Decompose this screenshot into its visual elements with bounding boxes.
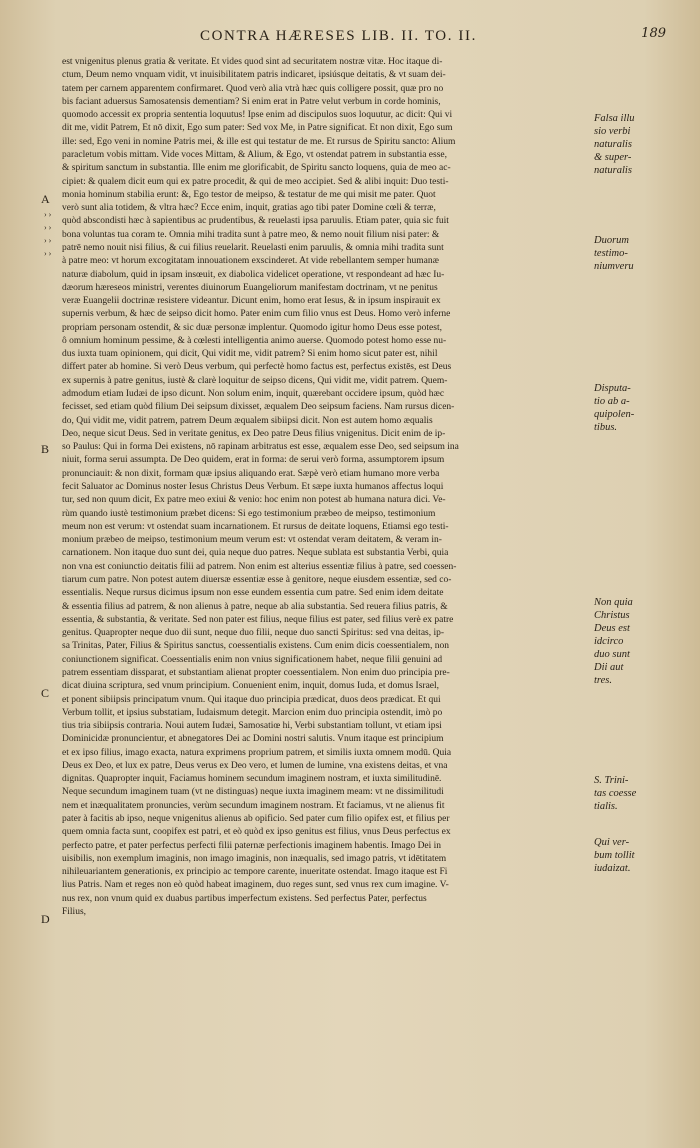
text-line: tius tria sibiipsis contraria. Noui autem Iudæi, Samosatiœ hi, Verbi substantiam tollunt, vt etiam ipsi [62, 721, 442, 732]
text-line: Verbum tollit, et ipsius substatiam, Iudaismum detegit. Marcion enim duo principia ostendit, imò po [62, 707, 443, 718]
section-letter-b: B [41, 442, 50, 456]
text-line: & spiritum sanctum in substantia. Ille enim me glorificabit, de Spiritu sancto loquens, quia de meo ac- [62, 163, 451, 174]
margin-note-line: Falsa illu [594, 113, 635, 124]
margin-note-line: testimo- [594, 248, 628, 259]
text-line: est vnigenitus plenus gratia & veritate. Et vides quod sint ad securitatem nostræ vitæ. Hoc itaque di- [62, 57, 443, 67]
text-line: paracletum vobis mittam. Vide voces Mittam, & Alium, & Ego, vt ostendat patrem in substantia esse, [62, 149, 447, 160]
text-line: et ponent sibiipsis principatum vnum. Qui itaque duo principia prædicat, duos deos prædicat. Et qui [62, 694, 441, 705]
margin-note-line: Qui ver- [594, 837, 630, 848]
margin-note [594, 596, 656, 687]
text-line: patrem essentiam dissparat, et substantiam alienat propter coessentialem. Non enim duo principia pre- [62, 667, 450, 678]
text-line: so Paulus: Qui in forma Dei existens, nō rapinam arbitratus est esse, æqualem esse Deo, sed seipsum ina [62, 442, 459, 453]
text-line: naturæ diabolum, quid in ipsam insœuit, ex diabolica videlicet operatione, vt respondeant ad hæc Iu- [62, 269, 445, 280]
text-line: tur, sed non quum dicit, Ex patre meo exiui & venio: hoc enim non potest ab humana natura dici. Ve- [62, 495, 446, 506]
margin-note [594, 234, 656, 273]
margin-note-line: naturalis [594, 165, 632, 176]
margin-note-line: iudaizat. [594, 863, 631, 874]
section-letter-a: A [41, 192, 50, 206]
margin-note-line: S. Trini- [594, 775, 629, 786]
text-line: ex supernis à patre genitus, iustè & clarè loquitur de seipso dicens, Qui vidit me, vidit patrem. Quem- [62, 375, 448, 386]
main-text-column [62, 56, 587, 919]
text-line: et ex ipso filius, imago exacta, natura exprimens proprium patrem, et similis iuxta omnem modū. Quia [62, 747, 452, 758]
text-line: tatem per carnem apparentem confirmaret. Quod verò alia vtrà hæc quis colligere possit, quæ pro no [62, 83, 444, 94]
text-line: nihileuariantem generationis, ex principio ac tempore carente, inueritate ostendat. Imago itaque est Fi [62, 867, 448, 878]
text-line: supernis verbum, & hæc de seipso dicit homo. Pater enim cum filio vnus est Deus. Homo verò inferne [62, 309, 451, 320]
margin-note [594, 836, 656, 875]
text-line: Deo, neque sicut Deus. Sed in veritate genitus, ex Deo patre Deus filius vnigenitus. Dicit enim de ip- [62, 428, 446, 439]
text-line: Dominicidæ pronuncientur, et abnegatores Dei ac Domini nostri salutis. Vnum itaque est principium [62, 734, 444, 745]
margin-note-line: & super- [594, 152, 632, 163]
page-number: 189 [641, 26, 666, 41]
text-line: essentia, & substantia, & veritate. Sed non pater est filius, neque filius est pater, sed filius verè ex patre [62, 614, 454, 625]
text-line: quòd abscondisti hæc à sapientibus ac prudentibus, & reuelasti ipsa paruulis. Etiam pater, quia sic fuit [62, 216, 449, 227]
text-line: quem omnia facta sunt, coopifex est patri, et eò quòd ex ipso genitus est filius, vnus Deus perfectus ex [62, 827, 451, 838]
text-line: rùm quando iustè testimonium præbet dicens: Si ego testimonium præbeo de meipso, testimonium [62, 508, 436, 519]
margin-note [594, 774, 656, 813]
margin-note-line: idcirco [594, 636, 624, 647]
margin-note-line: tres. [594, 675, 612, 686]
running-title: CONTRA HÆRESES LIB. II. TO. II. [200, 28, 477, 44]
text-line: fecisset, sed etiam quòd filium Dei seipsum dixisset, æqualem Deo seipsum faciens. Nam rursus dicen- [62, 402, 455, 413]
quote-mark: › › [44, 210, 52, 219]
text-line: bis faciant aduersus Samosatensis dementiam? Si enim erat in Patre velut verbum in corde hominis, [62, 96, 441, 107]
text-line: meum non est verum: vt ostendat suam incarnationem. Et rursus de deitate loquens, Etiamsi ego testi- [62, 521, 449, 532]
section-letter-c: C [41, 686, 50, 700]
text-line: propriam personam ostendit, & sic duæ personæ implentur. Quomodo igitur homo Deus esse potest, [62, 322, 442, 333]
text-line: sa Trinitas, Pater, Filius & Spiritus sanctus, coessentialis existens. Cum enim dicis coessentialem, non [62, 641, 449, 652]
text-line: ctum, Deum nemo vnquam vidit, vt inuisibilitatem patris indicaret, ipsiúsque deitatis, & vt suam dei- [62, 70, 446, 81]
margin-note-line: Duorum [594, 235, 630, 246]
text-line: differt pater ab homine. Si verò Deus verbum, qui perfectè homo factus est, perfectus existēs, est Deus [62, 362, 452, 373]
text-line: bona voluntas tua coram te. Omnia mihi tradita sunt à patre meo, & nemo nouit filium nisi pater: & [62, 229, 440, 240]
text-line: à patre meo: vt horum excogitatam innouationem exscinderet. At vide rebellantem semper humanæ [62, 256, 439, 267]
text-line: essentialis. Neque rursus dicimus ipsum non esse eundem essentia cum patre. Sed enim idem deitate [62, 588, 444, 599]
text-line: Filius, [62, 907, 87, 917]
margin-note-line: tibus. [594, 422, 618, 433]
text-line: niuit, forma serui assumpta. De Deo quidem, erat in forma: de serui verò forma, assumptorem ipsum [62, 455, 445, 466]
text-line: dignitas. Quapropter inquit, Faciamus hominem secundum imaginem nostram, et iuxta similitudinē. [62, 774, 442, 785]
margin-note-line: tialis. [594, 801, 618, 812]
text-line: dæorum hæreseos ministri, verentes diuinorum Euangeliorum manifestam doctrinam, vt ne penitus [62, 282, 438, 293]
quote-mark: › › [44, 236, 52, 245]
text-line: do, Qui vidit me, vidit patrem, patrem Deum æqualem sibiipsi dicit. Non est autem homo æqualis [62, 415, 433, 426]
text-line: monium præbeo de meipso, testimonium meum verum est: vt ostendat veram deitatem, & veram in- [62, 535, 442, 546]
text-line: Deus ex Deo, et lux ex patre, Deus verus ex Deo vero, et lumen de lumine, vna existens deitas, et vna [62, 760, 448, 771]
text-line: ille: sed, Ego veni in nomine Patris mei, & ille est qui testatur de me. Et rursus de Spiritu sancto: Alium [62, 136, 456, 147]
text-line: admodum etiam Iudæi de ipso dicunt. Non solum enim, inquit, quærebant occidere ipsum, quòd hæc [62, 389, 445, 400]
text-line: fecit Saluator ac Dominus noster Iesus Christus Deus Verbum. Et sæpe iuxta humanos affectus loqui [62, 482, 444, 492]
margin-note-line: Christus [594, 610, 630, 621]
margin-note-line: tio ab a- [594, 396, 630, 407]
margin-note-line: duo sunt [594, 649, 630, 660]
text-line: coniunctionem significat. Coessentialis enim non vnius significationem habet, neque filii genuini ad [62, 654, 443, 665]
text-line: veræ Euangelii doctrinæ resistere videantur. Dicunt enim, homo erat Iesus, & in ipsum inspirauit ex [62, 296, 441, 307]
text-line: pronunciauit: & non dixit, formam quæ ipsius aliquando erat. Sæpè verò etiam humano more verba [62, 468, 440, 479]
margin-note-line: sio verbi [594, 126, 631, 137]
text-line: tiarum cum patre. Non potest autem diuersæ essentiæ esse à genitore, neque eiusdem essentiæ, sed co- [62, 574, 452, 585]
margin-note-line: quipolen- [594, 409, 635, 420]
quote-mark: › › [44, 223, 52, 232]
text-line: & essentia filius ad patrem, & non alienus à patre, neque ab alia substantia. Sed reuera filius patris, & [62, 601, 448, 612]
text-line: cipiet: & qualem dicit eum qui ex patre procedit, & qui de meo accipiet. Sed & alibi inquit: Duo testi- [62, 176, 449, 187]
text-line: verò sunt alia totidem, & vltra hæc? Ecce enim, inquit, gratias ago tibi pater Domine cœli & terræ, [62, 203, 436, 214]
text-line: quomodo accessit ex propria sententia loquutus! Ipse enim ad discipulos suos loquutur, ac dicit: Qui vi [62, 110, 453, 121]
text-line: patrē nemo nouit nisi filius, & cui filius reuelarit. Reuelasti enim paruulis, & omnia mihi tradita sunt [62, 242, 444, 253]
text-line: ô omnium hominum pessime, & à cœlesti intelligentia animo auerse. Quomodo potest homo esse nu- [62, 335, 447, 346]
text-line: monia hominum stabilia erunt: &, Ego testor de meipso, & testatur de me qui misit me pater. Quot [62, 189, 436, 200]
text-line: dus iuxta tuam opinionem, qui dicit, Qui vidit me, vidit patrem? Si enim homo sicut pater est, nihil [62, 349, 438, 360]
text-line: nus rex, non vnum quid ex duabus partibus imperfectum existens. Sed perfectus Pater, perfectus [62, 893, 427, 904]
text-line: genitus. Quapropter neque duo dii sunt, neque duo filii, neque duo sancti Spiritus: sed vna deitas, ip- [62, 628, 445, 639]
margin-note-line: niumveru [594, 261, 634, 272]
text-line: dit me, vidit Patrem, Et nō dixit, Ego sum pater: Sed vox Me, in Patre significat. Et non dixit, Ego sum [62, 123, 453, 134]
text-line: dicat diuina scriptura, sed vnum principium. Conuenient enim, inquit, domus Iuda, et domus Israel, [62, 681, 440, 692]
running-header [140, 26, 666, 52]
text-line: non vna est coniunctio deitatis filii ad patrem. Non enim est alterius essentiæ filius à patre, sed coessen- [62, 561, 457, 572]
margin-note [594, 112, 656, 177]
margin-note-line: Non quia [594, 597, 633, 608]
text-line: perfecto patre, et pater perfectus perfecti filii paternæ perfectionis imaginem habentis. Imago Dei in [62, 840, 442, 851]
text-line: Neque secundum imaginem tuam (vt ne distinguas) neque iuxta imaginem meam: vt ne dissimilitudi [62, 787, 444, 798]
section-letter-d: D [41, 912, 50, 926]
margin-note-line: Dii aut [594, 662, 624, 673]
text-line: uisibilis, non exemplum imaginis, non imago imaginis, non inæqualis, sed imago patris, vt idētitatem [62, 853, 447, 864]
margin-note-line: bum tollit [594, 850, 635, 861]
margin-note-line: naturalis [594, 139, 632, 150]
text-line: lius Patris. Nam et reges non eò quòd habeat imaginem, duo reges sunt, sed vnus rex cum imagine. V- [62, 880, 449, 891]
margin-note-line: Disputa- [594, 383, 631, 394]
text-line: nem et inæqualitatem pronuncies, verùm secundum imaginem nostram. Et faciamus, vt ne alienus fit [62, 800, 445, 811]
text-line: carnationem. Non itaque duo sunt dei, quia neque duo patres. Neque sublata est substantia Verbi, quia [62, 548, 449, 559]
margin-note [594, 382, 656, 434]
margin-note-line: tas coesse [594, 788, 637, 799]
text-line: pater à facitis ab ipso, neque vnigenitus alienus ab opificio. Sed pater cum filio opifex est, et filius per [62, 814, 450, 825]
margin-note-line: Deus est [594, 623, 630, 634]
quote-mark: › › [44, 249, 52, 258]
